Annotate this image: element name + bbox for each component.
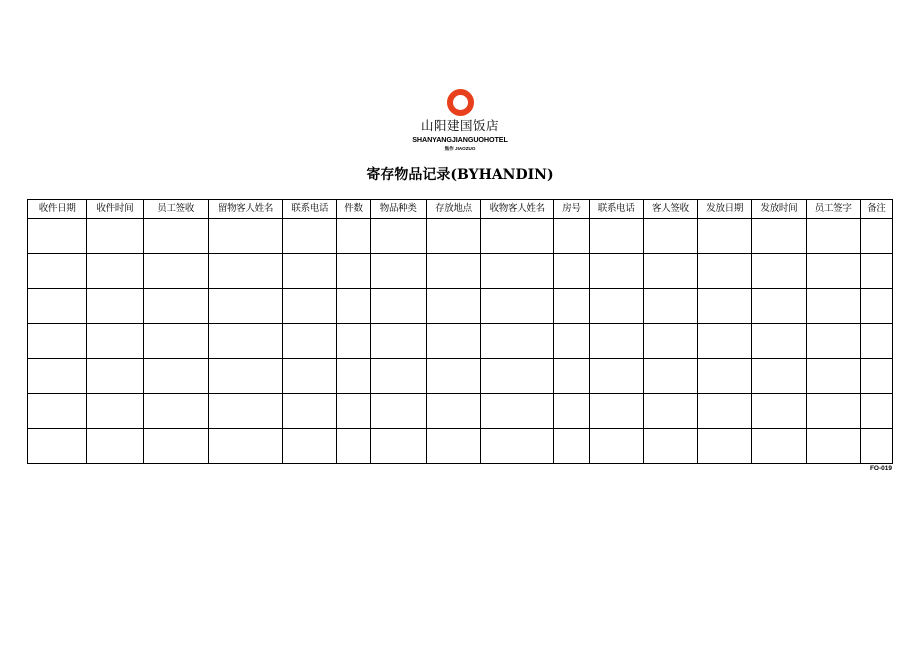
table-cell[interactable]: [589, 324, 643, 359]
table-cell[interactable]: [28, 219, 87, 254]
table-cell[interactable]: [481, 324, 554, 359]
table-cell[interactable]: [370, 219, 426, 254]
column-header: 联系电话: [589, 200, 643, 219]
table-cell[interactable]: [28, 289, 87, 324]
table-cell[interactable]: [643, 219, 697, 254]
table-cell[interactable]: [87, 289, 143, 324]
table-cell[interactable]: [554, 394, 589, 429]
table-cell[interactable]: [806, 394, 860, 429]
table-cell[interactable]: [752, 394, 806, 429]
table-cell[interactable]: [337, 394, 370, 429]
table-cell[interactable]: [283, 394, 337, 429]
table-cell[interactable]: [337, 254, 370, 289]
hotel-city: 焦作 JIAOZUO: [444, 146, 476, 151]
column-header: 物品种类: [370, 200, 426, 219]
table-cell[interactable]: [283, 429, 337, 464]
table-cell[interactable]: [87, 394, 143, 429]
column-header: 备注: [860, 200, 892, 219]
table-cell[interactable]: [752, 429, 806, 464]
table-cell[interactable]: [806, 324, 860, 359]
table-cell[interactable]: [481, 359, 554, 394]
table-cell[interactable]: [370, 429, 426, 464]
table-cell[interactable]: [589, 254, 643, 289]
table-row: [28, 394, 893, 429]
table-cell[interactable]: [481, 254, 554, 289]
column-header: 员工签收: [143, 200, 208, 219]
table-cell[interactable]: [87, 429, 143, 464]
table-cell[interactable]: [208, 429, 282, 464]
column-header: 联系电话: [283, 200, 337, 219]
table-cell[interactable]: [752, 359, 806, 394]
table-cell[interactable]: [643, 429, 697, 464]
table-cell[interactable]: [589, 359, 643, 394]
table-cell[interactable]: [28, 394, 87, 429]
table-cell[interactable]: [643, 394, 697, 429]
column-header: 员工签字: [806, 200, 860, 219]
table-cell[interactable]: [337, 289, 370, 324]
table-body: [28, 219, 893, 464]
table-cell[interactable]: [28, 359, 87, 394]
table-row: [28, 359, 893, 394]
table-cell[interactable]: [698, 254, 752, 289]
table-cell[interactable]: [806, 429, 860, 464]
table-cell[interactable]: [554, 219, 589, 254]
table-cell[interactable]: [143, 429, 208, 464]
table-cell[interactable]: [337, 429, 370, 464]
table-cell[interactable]: [698, 219, 752, 254]
table-cell[interactable]: [370, 324, 426, 359]
table-cell[interactable]: [337, 359, 370, 394]
table-cell[interactable]: [337, 324, 370, 359]
table-cell[interactable]: [698, 289, 752, 324]
column-header: 房号: [554, 200, 589, 219]
table-cell[interactable]: [87, 219, 143, 254]
table-cell[interactable]: [426, 324, 480, 359]
table-cell[interactable]: [87, 254, 143, 289]
table-cell[interactable]: [643, 324, 697, 359]
table-cell[interactable]: [87, 359, 143, 394]
column-header: 发放时间: [752, 200, 806, 219]
table-cell[interactable]: [752, 254, 806, 289]
table-cell[interactable]: [589, 394, 643, 429]
table-cell[interactable]: [283, 324, 337, 359]
table-cell[interactable]: [860, 429, 892, 464]
table-cell[interactable]: [370, 394, 426, 429]
table-cell[interactable]: [589, 429, 643, 464]
table-cell[interactable]: [370, 289, 426, 324]
table-cell[interactable]: [481, 219, 554, 254]
table-cell[interactable]: [426, 429, 480, 464]
table-cell[interactable]: [698, 359, 752, 394]
table-cell[interactable]: [143, 254, 208, 289]
hotel-logo-icon: [447, 89, 474, 116]
table-cell[interactable]: [143, 394, 208, 429]
table-cell[interactable]: [426, 359, 480, 394]
column-header: 收件日期: [28, 200, 87, 219]
form-code: FO-019: [869, 465, 892, 472]
table-cell[interactable]: [87, 324, 143, 359]
table-cell[interactable]: [143, 359, 208, 394]
table-row: [28, 254, 893, 289]
table-cell[interactable]: [554, 359, 589, 394]
table-cell[interactable]: [752, 324, 806, 359]
table-cell[interactable]: [28, 324, 87, 359]
column-header: 收物客人姓名: [481, 200, 554, 219]
table-cell[interactable]: [860, 219, 892, 254]
table-cell[interactable]: [752, 289, 806, 324]
table-row: [28, 429, 893, 464]
table-cell[interactable]: [589, 219, 643, 254]
table-cell[interactable]: [426, 289, 480, 324]
table-cell[interactable]: [208, 359, 282, 394]
table-cell[interactable]: [283, 289, 337, 324]
table-row: [28, 289, 893, 324]
table-cell[interactable]: [208, 219, 282, 254]
table-cell[interactable]: [143, 219, 208, 254]
table-cell[interactable]: [28, 254, 87, 289]
table-cell[interactable]: [481, 289, 554, 324]
table-cell[interactable]: [28, 429, 87, 464]
table-cell[interactable]: [370, 254, 426, 289]
column-header: 收件时间: [87, 200, 143, 219]
table-cell[interactable]: [426, 254, 480, 289]
table-cell[interactable]: [554, 324, 589, 359]
table-cell[interactable]: [208, 394, 282, 429]
table-cell[interactable]: [370, 359, 426, 394]
table-cell[interactable]: [643, 254, 697, 289]
table-cell[interactable]: [208, 324, 282, 359]
table-cell[interactable]: [860, 324, 892, 359]
table-cell[interactable]: [283, 359, 337, 394]
table-cell[interactable]: [698, 324, 752, 359]
table-cell[interactable]: [860, 394, 892, 429]
table-cell[interactable]: [860, 359, 892, 394]
table-cell[interactable]: [283, 254, 337, 289]
table-cell[interactable]: [806, 359, 860, 394]
table-cell[interactable]: [481, 394, 554, 429]
table-cell[interactable]: [806, 219, 860, 254]
table-cell[interactable]: [643, 289, 697, 324]
table-cell[interactable]: [554, 429, 589, 464]
table-cell[interactable]: [806, 289, 860, 324]
table-cell[interactable]: [283, 219, 337, 254]
table-cell[interactable]: [643, 359, 697, 394]
hotel-name-chinese: 山阳建国饭店: [420, 118, 499, 133]
table-cell[interactable]: [752, 219, 806, 254]
table-cell[interactable]: [554, 254, 589, 289]
table-cell[interactable]: [698, 429, 752, 464]
table-row: [28, 219, 893, 254]
table-cell[interactable]: [481, 429, 554, 464]
column-header: 存放地点: [426, 200, 480, 219]
table-cell[interactable]: [143, 289, 208, 324]
table-row: [28, 324, 893, 359]
table-cell[interactable]: [426, 394, 480, 429]
column-header: 客人签收: [643, 200, 697, 219]
table-header-row: [28, 200, 893, 219]
table-cell[interactable]: [337, 219, 370, 254]
table-cell[interactable]: [208, 254, 282, 289]
table-cell[interactable]: [554, 289, 589, 324]
table-cell[interactable]: [208, 289, 282, 324]
table-cell[interactable]: [589, 289, 643, 324]
table-cell[interactable]: [426, 219, 480, 254]
table-cell[interactable]: [860, 254, 892, 289]
table-cell[interactable]: [143, 324, 208, 359]
column-header: 留物客人姓名: [208, 200, 282, 219]
luggage-log-table: [27, 199, 893, 464]
column-header: 发放日期: [698, 200, 752, 219]
table-cell[interactable]: [806, 254, 860, 289]
hotel-name-english: SHANYANGJIANGUOHOTEL: [412, 135, 508, 144]
document-title: 寄存物品记录(BYHANDIN): [366, 167, 554, 183]
table-cell[interactable]: [860, 289, 892, 324]
column-header: 件数: [337, 200, 370, 219]
table-cell[interactable]: [698, 394, 752, 429]
